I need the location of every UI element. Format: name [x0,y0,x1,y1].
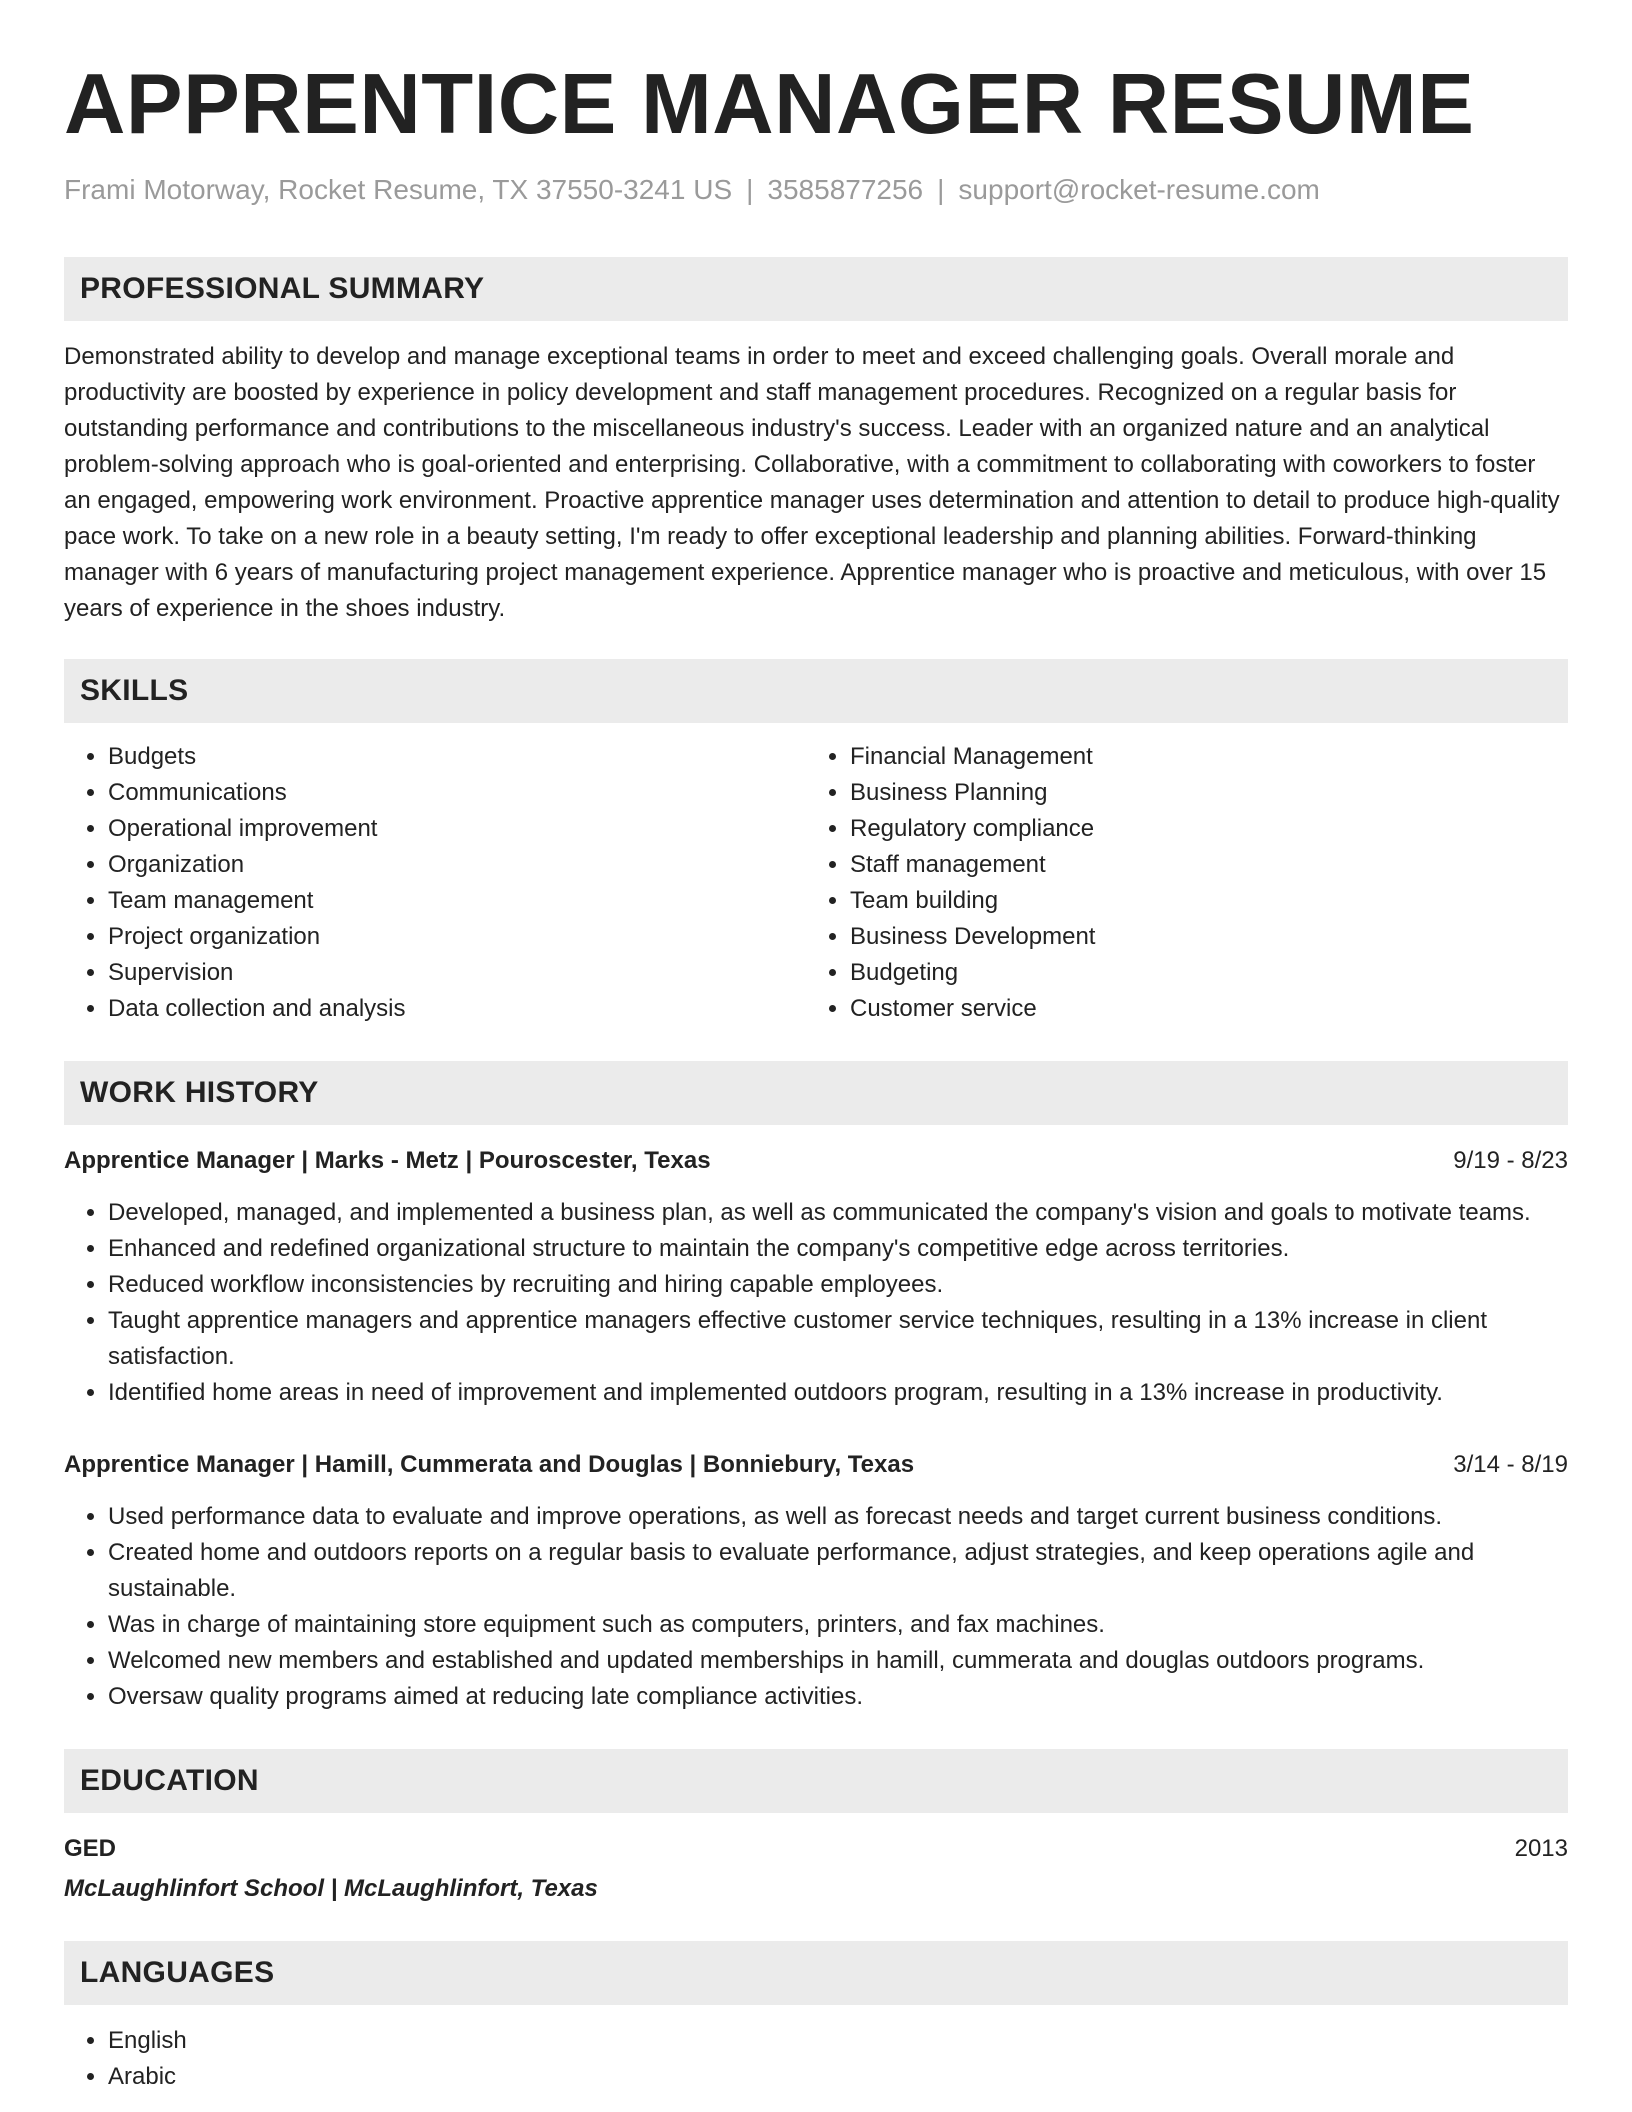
skills-columns [64,739,1568,1027]
education-school: McLaughlinfort School | McLaughlinfort, Texas [64,1875,598,1902]
skill-item: • Organization [108,847,806,883]
languages-list [64,2023,1568,2095]
skill-item: • Data collection and analysis [108,991,806,1027]
skills-list-right [806,739,1548,1027]
job-entry [64,1447,1568,1715]
education-header [64,1831,1568,1867]
skill-item: • Budgeting [850,955,1548,991]
job-header [64,1143,1568,1179]
job-bullet: • Welcomed new members and established and updated memberships in hamill, cummerata and douglas outdoors programs. [108,1643,1568,1679]
job-dates: 9/19 - 8/23 [1453,1147,1568,1174]
education-entry [64,1831,1568,1907]
skill-item: • Business Development [850,919,1548,955]
skill-item: • Staff management [850,847,1548,883]
contact-email: support@rocket-resume.com [958,174,1320,205]
skill-item: • Regulatory compliance [850,811,1548,847]
language-item: • Arabic [108,2059,1568,2095]
summary-text: Demonstrated ability to develop and manage exceptional teams in order to meet and exceed challenging goals. Overall morale and productivity are boosted by experience in policy development and staff management procedures. Recognized on a regular basis for outstanding performance and contributions to the miscellaneous industry's success. Leader with an organized nature and an analytical problem-solving approach who is goal-oriented and enterprising. Collaborative, with a commitment to collaborating with coworkers to foster an engaged, empowering work environment. Proactive apprentice manager uses determination and attention to detail to produce high-quality pace work. To take on a new role in a beauty setting, I'm ready to offer exceptional leadership and planning abilities. Forward-thinking manager with 6 years of manufacturing project management experience. Apprentice manager who is proactive and meticulous, with over 15 years of experience in the shoes industry. [64,343,1560,622]
skill-item: • Financial Management [850,739,1548,775]
section-header-skills: SKILLS [64,659,1568,723]
job-title: Apprentice Manager | Hamill, Cummerata and Douglas | Bonniebury, Texas [64,1451,915,1478]
education-year: 2013 [1514,1835,1568,1862]
education-degree: GED [64,1835,117,1862]
job-header [64,1447,1568,1483]
job-bullet: • Developed, managed, and implemented a business plan, as well as communicated the company's vision and goals to motivate teams. [108,1195,1568,1231]
skill-item: • Team management [108,883,806,919]
job-bullet: • Created home and outdoors reports on a regular basis to evaluate performance, adjust strategies, and keep operations agile and sustainable. [108,1535,1568,1607]
skill-item: • Budgets [108,739,806,775]
skill-item: • Operational improvement [108,811,806,847]
section-header-summary: PROFESSIONAL SUMMARY [64,257,1568,321]
job-bullets [64,1499,1568,1715]
job-dates: 3/14 - 8/19 [1453,1451,1568,1478]
skills-list-left [64,739,806,1027]
language-item: • English [108,2023,1568,2059]
contact-separator: | [937,174,945,205]
job-bullet: • Oversaw quality programs aimed at reducing late compliance activities. [108,1679,1568,1715]
skill-item: • Communications [108,775,806,811]
job-bullet: • Taught apprentice managers and apprentice managers effective customer service techniques, resulting in a 13% increase in client satisfaction. [108,1303,1568,1375]
job-bullets [64,1195,1568,1411]
skill-item: • Team building [850,883,1548,919]
skill-item: • Supervision [108,955,806,991]
job-bullet: • Used performance data to evaluate and improve operations, as well as forecast needs and target current business conditions. [108,1499,1568,1535]
resume-title: APPRENTICE MANAGER RESUME [64,57,1475,152]
job-bullet: • Identified home areas in need of improvement and implemented outdoors program, resulting in a 13% increase in productivity. [108,1375,1568,1411]
job-title: Apprentice Manager | Marks - Metz | Pouroscester, Texas [64,1147,711,1174]
contact-address: Frami Motorway, Rocket Resume, TX 37550-3241 US [64,174,733,205]
contact-separator: | [746,174,754,205]
job-bullet: • Enhanced and redefined organizational structure to maintain the company's competitive edge across territories. [108,1231,1568,1267]
skill-item: • Business Planning [850,775,1548,811]
contact-line [64,172,1568,208]
job-bullet: • Reduced workflow inconsistencies by recruiting and hiring capable employees. [108,1267,1568,1303]
section-header-languages: LANGUAGES [64,1941,1568,2005]
job-bullet: • Was in charge of maintaining store equipment such as computers, printers, and fax machines. [108,1607,1568,1643]
job-entry [64,1143,1568,1411]
contact-phone: 3585877256 [767,174,924,205]
section-header-work-history: WORK HISTORY [64,1061,1568,1125]
skill-item: • Project organization [108,919,806,955]
section-header-education: EDUCATION [64,1749,1568,1813]
skill-item: • Customer service [850,991,1548,1027]
